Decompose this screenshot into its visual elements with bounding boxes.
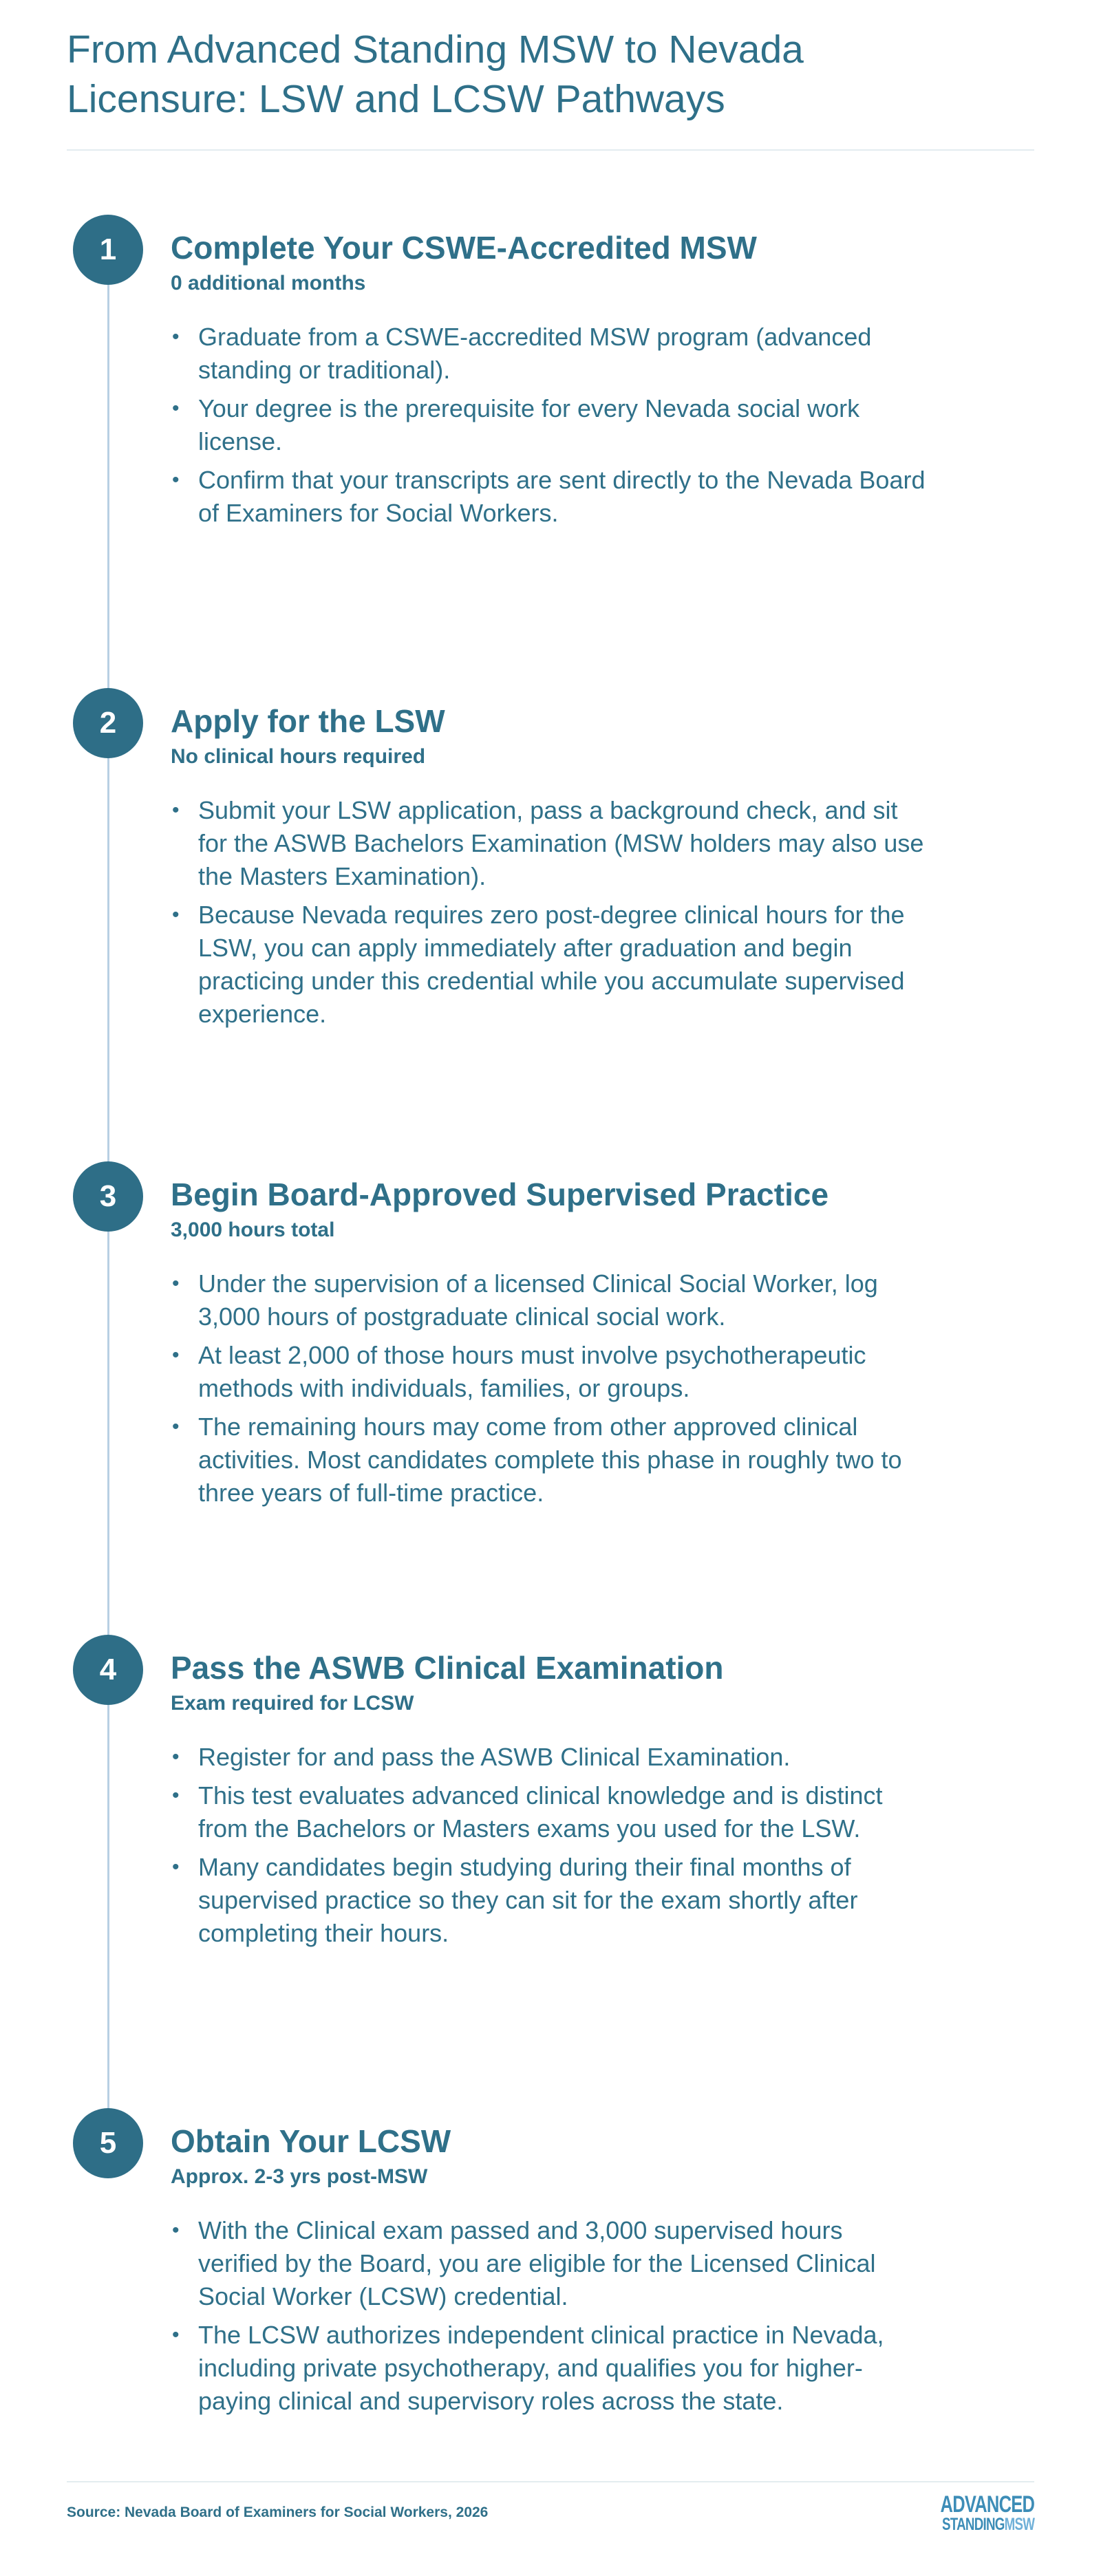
logo-word-standing-msw <box>940 2515 1034 2533</box>
list-item <box>171 321 928 387</box>
step-content <box>171 1649 928 1955</box>
step-number-badge: 1 <box>73 215 143 285</box>
bullet-dot-icon: • <box>172 1784 180 1807</box>
step-content <box>171 2122 928 2423</box>
source-citation: Source: Nevada Board of Examiners for Social Workers, 2026 <box>67 2504 489 2520</box>
step-content <box>171 228 928 535</box>
list-item <box>171 1410 928 1510</box>
step-title: Apply for the LSW <box>171 703 445 739</box>
step-number-badge: 5 <box>73 2108 143 2178</box>
bullet-text: Many candidates begin studying during their final months of supervised practice so they can sit for the exam shortly after completing their hours. <box>198 1853 858 1947</box>
bullet-dot-icon: • <box>172 1415 180 1438</box>
list-item <box>171 392 928 458</box>
list-item <box>171 2319 928 2418</box>
step-content <box>171 702 928 1036</box>
list-item <box>171 1851 928 1950</box>
bullet-dot-icon: • <box>172 2323 180 2346</box>
logo-word-advanced: ADVANCED <box>940 2491 1034 2518</box>
bullet-text: Under the supervision of a licensed Clinical Social Worker, log 3,000 hours of postgraduate clinical social work. <box>198 1269 878 1331</box>
bullet-dot-icon: • <box>172 2219 180 2242</box>
step-bullet-list <box>171 1267 928 1510</box>
page-title: From Advanced Standing MSW to Nevada Licensure: LSW and LCSW Pathways <box>67 28 804 121</box>
bullet-text: With the Clinical exam passed and 3,000 supervised hours verified by the Board, you are eligible for the Licensed Clinical Social Worker (LCSW) credential. <box>198 2216 876 2310</box>
list-item <box>171 1339 928 1405</box>
bullet-text: Your degree is the prerequisite for every Nevada social work license. <box>198 394 860 455</box>
brand-logo <box>909 2493 1034 2533</box>
bullet-dot-icon: • <box>172 469 180 491</box>
list-item <box>171 464 928 530</box>
list-item <box>171 1267 928 1333</box>
bullet-text: At least 2,000 of those hours must involve psychotherapeutic methods with individuals, families, or groups. <box>198 1341 866 1402</box>
footer-divider <box>67 2481 1034 2482</box>
step-title: Complete Your CSWE-Accredited MSW <box>171 230 757 266</box>
bullet-dot-icon: • <box>172 1856 180 1878</box>
bullet-text: Register for and pass the ASWB Clinical Examination. <box>198 1743 791 1771</box>
bullet-dot-icon: • <box>172 799 180 822</box>
bullet-dot-icon: • <box>172 1746 180 1768</box>
logo-word-msw: MSW <box>1004 2515 1034 2534</box>
bullet-dot-icon: • <box>172 903 180 926</box>
bullet-text: Because Nevada requires zero post-degree clinical hours for the LSW, you can apply immediately after graduation and begin practicing under this credential while you accumulate supervised experience. <box>198 901 905 1028</box>
step-title: Begin Board-Approved Supervised Practice <box>171 1177 829 1212</box>
step-duration: Approx. 2-3 yrs post-MSW <box>171 2165 428 2188</box>
bullet-dot-icon: • <box>172 1344 180 1366</box>
step-bullet-list <box>171 2214 928 2418</box>
step-number-badge: 2 <box>73 688 143 758</box>
bullet-text: Graduate from a CSWE-accredited MSW program (advanced standing or traditional). <box>198 323 872 384</box>
step-number-badge: 4 <box>73 1635 143 1705</box>
bullet-dot-icon: • <box>172 397 180 420</box>
step-bullet-list <box>171 321 928 530</box>
logo-word-standing: STANDING <box>941 2515 1005 2534</box>
step-number-badge: 3 <box>73 1161 143 1232</box>
bullet-text: Confirm that your transcripts are sent directly to the Nevada Board of Examiners for Social Workers. <box>198 466 926 527</box>
step-title: Obtain Your LCSW <box>171 2123 451 2159</box>
step-duration: 0 additional months <box>171 272 366 294</box>
list-item <box>171 1741 928 1774</box>
list-item <box>171 794 928 893</box>
step-bullet-list <box>171 1741 928 1950</box>
bullet-dot-icon: • <box>172 1272 180 1295</box>
step-duration: No clinical hours required <box>171 745 426 768</box>
step-duration: 3,000 hours total <box>171 1219 335 1241</box>
bullet-text: The remaining hours may come from other approved clinical activities. Most candidates complete this phase in roughly two to three years of full-time practice. <box>198 1413 902 1507</box>
list-item <box>171 899 928 1031</box>
step-bullet-list <box>171 794 928 1031</box>
header-divider <box>67 149 1034 151</box>
bullet-text: This test evaluates advanced clinical knowledge and is distinct from the Bachelors or Masters exams you used for the LSW. <box>198 1781 883 1843</box>
list-item <box>171 1779 928 1845</box>
bullet-text: Submit your LSW application, pass a background check, and sit for the ASWB Bachelors Examination (MSW holders may also use the Masters Examination). <box>198 796 924 890</box>
step-content <box>171 1175 928 1515</box>
bullet-text: The LCSW authorizes independent clinical practice in Nevada, including private psychotherapy, and qualifies you for higher-paying clinical and supervisory roles across the state. <box>198 2321 884 2415</box>
step-duration: Exam required for LCSW <box>171 1692 414 1715</box>
bullet-dot-icon: • <box>172 325 180 348</box>
list-item <box>171 2214 928 2313</box>
step-title: Pass the ASWB Clinical Examination <box>171 1650 724 1686</box>
